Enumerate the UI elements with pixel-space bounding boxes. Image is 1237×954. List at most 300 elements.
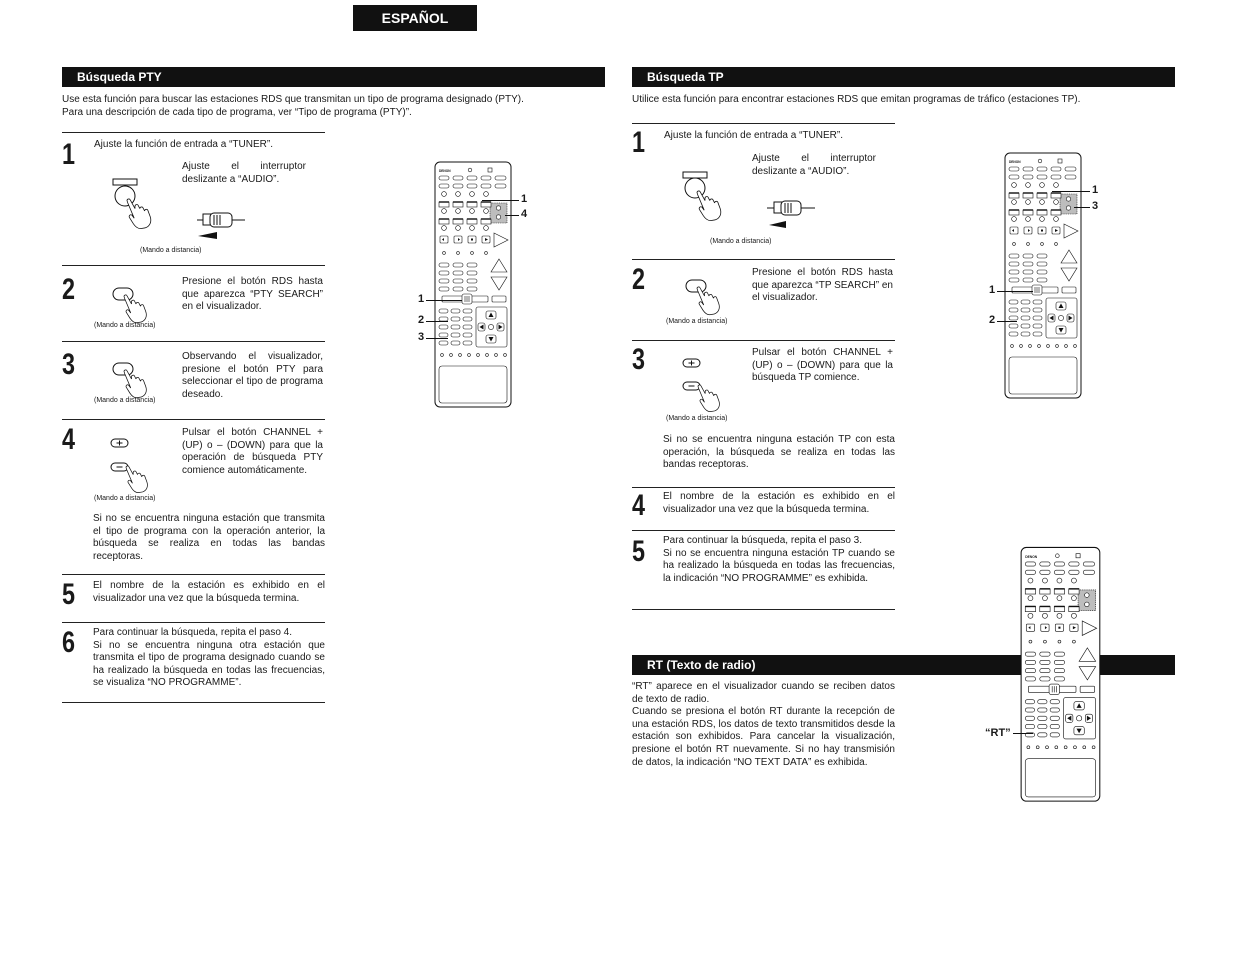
remote-button: [1056, 345, 1059, 348]
step-text: [93, 627, 325, 690]
remote-button: [481, 202, 491, 207]
remote-button: [1038, 716, 1047, 720]
remote-drawing: [435, 162, 511, 407]
remote-button: [1040, 669, 1050, 673]
remote-button: [1037, 278, 1047, 282]
remote-button: [453, 287, 463, 291]
step-divider: [62, 622, 325, 623]
remote-button: [1038, 700, 1047, 704]
remote-button: [470, 192, 475, 197]
step-divider: [62, 419, 325, 420]
remote-button: [439, 309, 448, 313]
remote-button: [453, 219, 463, 224]
remote-button: [1027, 746, 1030, 749]
remote-button: [1040, 570, 1050, 574]
remote-button: [1050, 716, 1059, 720]
remote-button: [1036, 746, 1039, 749]
remote-button: [481, 176, 491, 180]
remote-button: [463, 333, 472, 337]
remote-button: [439, 184, 449, 188]
step-divider: [62, 265, 325, 266]
remote-button: [453, 184, 463, 188]
step-note: Si no se encuentra ninguna estación que transmita el tipo de programa con la operación anterior, la búsqueda se realiza en todas las bandas receptoras.: [93, 513, 325, 562]
remote-button: [1037, 210, 1047, 215]
step-note: Si no se encuentra ninguna estación TP con esta operación, la búsqueda se realiza en todas las bandas receptoras.: [663, 434, 895, 471]
remote-button: [1069, 562, 1079, 566]
remote-bottom-panel: [1009, 357, 1077, 394]
remote-button: [1055, 243, 1058, 246]
remote-button: [1042, 578, 1047, 583]
callout-label: “RT”: [985, 727, 1011, 739]
remote-button: [1037, 270, 1047, 274]
remote-button: [1040, 217, 1045, 222]
remote-button: [1023, 254, 1033, 258]
hand-icon: [698, 385, 719, 412]
remote-button: [1050, 700, 1059, 704]
leader-line: [997, 321, 1017, 322]
remote-button: [1033, 324, 1042, 328]
remote-button: [1027, 243, 1030, 246]
remote-button: [1046, 746, 1049, 749]
remote-button: [1026, 183, 1031, 188]
remote-button: [1054, 652, 1064, 656]
remote-button: [495, 184, 506, 188]
remote-button: [1040, 677, 1050, 681]
step-number: 4: [632, 488, 646, 522]
section-header-pty: [62, 67, 605, 87]
step-divider: [632, 340, 895, 341]
stop-icon: [471, 239, 473, 241]
step-number: 5: [62, 577, 76, 611]
remote-cursor-center: [1076, 716, 1081, 721]
remote-button: [1009, 175, 1019, 179]
hand-icon: [697, 287, 719, 315]
channel-up-button-icon: [111, 439, 128, 447]
remote-button: [1023, 167, 1033, 171]
remote-button: [486, 354, 489, 357]
remote-button: [1062, 287, 1076, 293]
remote-button: [1054, 606, 1064, 611]
remote-button: [467, 279, 477, 283]
remote-button: [1021, 324, 1030, 328]
channel-up-button-icon: [683, 359, 700, 367]
step-text: El nombre de la estación es exhibido en el visualizador una vez que la búsqueda termina.: [93, 580, 325, 604]
remote-button: [1025, 606, 1035, 611]
remote-button: [1009, 332, 1018, 336]
leader-line: [426, 338, 448, 339]
remote-button: [1037, 262, 1047, 266]
leader-line: [1052, 191, 1090, 192]
remote-button: [467, 287, 477, 291]
rds-button-illustration: [682, 276, 732, 316]
remote-button: [451, 333, 460, 337]
remote-button: [1057, 596, 1062, 601]
leader-line: [482, 200, 519, 201]
remote-button: [1050, 733, 1059, 737]
function-button-icon: [113, 179, 137, 185]
step-divider: [62, 702, 325, 703]
remote-button: [1033, 308, 1042, 312]
remote-button: [1066, 197, 1070, 201]
section-header-tp: [632, 67, 1175, 87]
remote-button: [1040, 200, 1045, 205]
remote-button: [1023, 262, 1033, 266]
step-text: El nombre de la estación es exhibido en el visualizador una vez que la búsqueda termina.: [663, 491, 895, 515]
remote-button: [1092, 746, 1095, 749]
remote-button: [1025, 669, 1035, 673]
remote-button: [1057, 578, 1062, 583]
remote-button: [1009, 324, 1018, 328]
remote-button: [1064, 746, 1067, 749]
step-number: 1: [632, 125, 646, 159]
rt-paragraph: Cuando se presiona el botón RT durante la recepción de una estación RDS, los datos de texto transmitidos desde la estación son exhibidos. Para cancelar la visualización, presione el botón RT nuevamente. Si no hay transmisión de datos, la indicación “NO TEXT DATA” es exhibida.: [632, 706, 895, 768]
remote-button: [1040, 606, 1050, 611]
remote-led: [468, 168, 472, 172]
remote-button: [451, 325, 460, 329]
step-text: Presione el botón RDS hasta que aparezca “TP SEARCH” en el visualizador.: [752, 267, 893, 304]
remote-button: [470, 209, 475, 214]
step-text-line: Si no se encuentra ninguna otra estación que transmita el tipo de programa designado cuando se ha realizado la búsqueda en todas las frecuencias, se visualiza “NO PROGRAMME”.: [93, 639, 325, 689]
language-tab: ESPAÑOL: [353, 5, 477, 31]
remote-bottom-panel: [439, 366, 507, 403]
remote-button: [1040, 562, 1050, 566]
remote-button: [442, 226, 447, 231]
remote-button: [1029, 345, 1032, 348]
arrow-left-icon: [198, 232, 217, 239]
remote-brand-text: DENON: [439, 169, 451, 173]
remote-button: [1009, 270, 1019, 274]
remote-button: [1025, 652, 1035, 656]
hand-icon: [124, 370, 146, 398]
remote-button: [442, 209, 447, 214]
step-text: Observando el visualizador, presione el botón PTY para seleccionar el tipo de programa deseado.: [182, 351, 323, 400]
remote-button: [1028, 596, 1033, 601]
leader-line: [505, 215, 519, 216]
input-button-illustration: [110, 176, 250, 244]
remote-button: [1012, 183, 1017, 188]
remote-button: [1028, 613, 1033, 618]
remote-button: [481, 184, 491, 188]
hand-icon: [127, 199, 151, 229]
remote-button: [1050, 724, 1059, 728]
step-divider: [632, 487, 895, 488]
remote-button: [1025, 677, 1035, 681]
remote-button: [1023, 210, 1033, 215]
remote-button: [1065, 167, 1076, 171]
slide-switch-icon: [197, 213, 245, 227]
remote-button: [463, 341, 472, 345]
remote-button: [1025, 589, 1035, 594]
step-number: 5: [632, 534, 646, 568]
remote-button: [439, 325, 448, 329]
step-number: 2: [62, 272, 76, 306]
remote-button: [1054, 677, 1064, 681]
remote-button: [1033, 332, 1042, 336]
remote-button: [453, 263, 463, 267]
step-number: 1: [62, 137, 76, 171]
remote-button: [496, 206, 500, 210]
remote-button: [1065, 175, 1076, 179]
remote-button: [1033, 300, 1042, 304]
illustration-caption: (Mando a distancia): [666, 415, 728, 422]
remote-button: [442, 192, 447, 197]
remote-button: [1054, 570, 1064, 574]
remote-button: [467, 263, 477, 267]
rds-button-icon: [113, 288, 133, 300]
remote-button: [468, 354, 471, 357]
remote-button: [457, 252, 460, 255]
remote-button: [1066, 206, 1070, 210]
remote-button: [1042, 596, 1047, 601]
intro-line: Use esta función para buscar las estaciones RDS que transmitan un tipo de programa designado (PTY).: [62, 94, 524, 105]
remote-button: [1009, 316, 1018, 320]
rds-button-icon: [686, 280, 706, 292]
remote-button: [439, 271, 449, 275]
step-divider: [632, 259, 895, 260]
remote-button: [1023, 278, 1033, 282]
leader-line: [997, 291, 1033, 292]
remote-button: [439, 287, 449, 291]
remote-button: [1069, 606, 1079, 611]
remote-button: [1054, 669, 1064, 673]
remote-button: [1021, 332, 1030, 336]
remote-button: [484, 192, 489, 197]
remote-button: [439, 219, 449, 224]
pty-button-illustration: [110, 360, 160, 400]
illustration-caption: (Mando a distancia): [666, 318, 728, 325]
remote-button: [1040, 589, 1050, 594]
remote-button: [1071, 578, 1076, 583]
callout-label: 1: [521, 193, 528, 205]
remote-button: [1023, 193, 1033, 198]
callout-label: 2: [418, 314, 425, 326]
remote-button: [1038, 708, 1047, 712]
remote-button: [451, 309, 460, 313]
remote-control-illustration: [434, 161, 514, 409]
callout-label: 1: [418, 293, 425, 305]
remote-button: [1054, 660, 1064, 664]
step-divider: [62, 341, 325, 342]
remote-button: [1026, 217, 1031, 222]
remote-button: [439, 279, 449, 283]
step-divider: [62, 574, 325, 575]
step-text: Ajuste la función de entrada a “TUNER”.: [94, 139, 273, 150]
remote-button: [1074, 345, 1077, 348]
remote-button: [453, 279, 463, 283]
remote-button: [1054, 183, 1059, 188]
remote-button: [1009, 254, 1019, 258]
remote-button: [467, 219, 477, 224]
remote-button: [1025, 660, 1035, 664]
remote-button: [1042, 613, 1047, 618]
remote-button: [477, 354, 480, 357]
remote-control-detail-illustration: [1020, 554, 1103, 769]
section-title: Búsqueda PTY: [77, 70, 162, 84]
remote-button: [1013, 243, 1016, 246]
illustration-caption: (Mando a distancia): [94, 397, 156, 404]
remote-button: [1083, 570, 1094, 574]
callout-label: 4: [521, 208, 528, 220]
remote-button: [1040, 652, 1050, 656]
remote-button: [467, 176, 477, 180]
channel-down-button-icon: [683, 382, 700, 390]
remote-button: [1085, 593, 1090, 598]
step-number: 3: [632, 342, 646, 376]
channel-down-button-icon: [111, 463, 128, 471]
remote-button: [495, 176, 506, 180]
remote-button: [1029, 640, 1032, 643]
remote-drawing: [1005, 153, 1081, 398]
input-button-illustration: [680, 168, 820, 234]
remote-button: [1041, 243, 1044, 246]
remote-button: [1054, 200, 1059, 205]
step-text: Ajuste la función de entrada a “TUNER”.: [664, 130, 843, 141]
remote-button: [1025, 716, 1034, 720]
remote-button: [1021, 300, 1030, 304]
remote-button: [1025, 708, 1034, 712]
remote-button: [1051, 193, 1061, 198]
remote-button: [1054, 562, 1064, 566]
step-number: 2: [632, 262, 646, 296]
channel-buttons-illustration: [678, 355, 733, 411]
remote-button: [451, 317, 460, 321]
callout-label: 3: [1092, 200, 1099, 212]
remote-button: [1009, 167, 1019, 171]
stop-icon: [1041, 230, 1043, 232]
remote-button: [1085, 602, 1090, 607]
remote-button: [1037, 175, 1047, 179]
remote-button: [1025, 700, 1034, 704]
stop-icon: [1058, 627, 1060, 629]
remote-button: [1054, 217, 1059, 222]
remote-button: [1080, 686, 1094, 692]
remote-button: [1083, 746, 1086, 749]
remote-button: [495, 354, 498, 357]
callout-label: 1: [1092, 184, 1099, 196]
remote-cursor-center: [1058, 315, 1063, 320]
remote-led: [1055, 554, 1059, 558]
remote-bottom-panel: [1025, 759, 1095, 797]
hand-icon: [126, 466, 147, 493]
remote-button: [1023, 175, 1033, 179]
leader-line: [426, 300, 462, 301]
callout-label: 1: [989, 284, 996, 296]
step-detail: Ajuste el interruptor deslizante a “AUDIO”.: [182, 161, 306, 185]
step-divider: [62, 132, 325, 133]
remote-button: [1071, 596, 1076, 601]
remote-button: [1047, 345, 1050, 348]
remote-button: [1051, 210, 1061, 215]
remote-button: [459, 354, 462, 357]
step-number: 4: [62, 422, 76, 456]
remote-button: [456, 226, 461, 231]
remote-button: [1057, 613, 1062, 618]
rds-button-illustration: [110, 285, 160, 325]
illustration-caption: (Mando a distancia): [94, 495, 156, 502]
remote-button: [467, 271, 477, 275]
remote-button: [1025, 562, 1035, 566]
remote-button: [463, 325, 472, 329]
step-divider: [632, 123, 895, 124]
remote-button: [1038, 733, 1047, 737]
illustration-caption: (Mando a distancia): [94, 322, 156, 329]
step-text-line: Para continuar la búsqueda, repita el paso 3.: [663, 535, 863, 546]
remote-button: [1026, 200, 1031, 205]
remote-button: [467, 184, 477, 188]
remote-button: [1021, 308, 1030, 312]
remote-button: [1009, 308, 1018, 312]
remote-button: [1069, 589, 1079, 594]
remote-button: [1020, 345, 1023, 348]
remote-button: [1037, 193, 1047, 198]
remote-button: [453, 176, 463, 180]
illustration-caption: (Mando a distancia): [140, 247, 202, 254]
remote-button: [1038, 345, 1041, 348]
remote-button: [463, 309, 472, 313]
remote-led: [1038, 159, 1042, 163]
remote-cursor-center: [488, 324, 493, 329]
remote-button: [1083, 562, 1094, 566]
leader-line: [1013, 733, 1033, 734]
remote-button: [1072, 640, 1075, 643]
remote-button: [439, 341, 448, 345]
remote-button: [451, 341, 460, 345]
remote-button: [1037, 167, 1047, 171]
remote-button: [441, 354, 444, 357]
section-intro: Utilice esta función para encontrar estaciones RDS que emitan programas de tráfico (estaciones TP).: [632, 94, 1081, 105]
remote-button: [1012, 200, 1017, 205]
remote-button: [1051, 175, 1061, 179]
remote-button: [1009, 193, 1019, 198]
step-number: 3: [62, 347, 76, 381]
callout-label: 3: [418, 331, 425, 343]
step-text: Pulsar el botón CHANNEL + (UP) o – (DOWN) para que la operación de búsqueda PTY comience automáticamente.: [182, 427, 323, 476]
remote-button: [439, 176, 449, 180]
remote-button: [1012, 217, 1017, 222]
remote-button: [1051, 167, 1061, 171]
section-title: RT (Texto de radio): [647, 658, 756, 672]
remote-button: [439, 263, 449, 267]
channel-buttons-illustration: [105, 436, 160, 492]
remote-drawing: [1021, 547, 1100, 801]
remote-button: [453, 271, 463, 275]
remote-button: [463, 317, 472, 321]
remote-button: [492, 296, 506, 302]
remote-power-button: [1058, 159, 1062, 163]
remote-button: [1009, 210, 1019, 215]
pty-button-icon: [113, 363, 133, 375]
step-detail: Ajuste el interruptor deslizante a “AUDIO”.: [752, 153, 876, 177]
remote-power-button: [1076, 554, 1080, 558]
remote-button: [1025, 570, 1035, 574]
remote-button: [1011, 345, 1014, 348]
hand-icon: [697, 191, 721, 221]
remote-button: [1054, 589, 1064, 594]
arrow-left-icon: [769, 221, 786, 228]
step-text-line: Para continuar la búsqueda, repita el paso 4.: [93, 627, 293, 638]
remote-button: [1028, 578, 1033, 583]
remote-button: [453, 202, 463, 207]
remote-button: [471, 252, 474, 255]
illustration-caption: (Mando a distancia): [710, 238, 772, 245]
remote-button: [439, 202, 449, 207]
remote-button: [443, 252, 446, 255]
remote-button: [485, 252, 488, 255]
remote-button: [1074, 746, 1077, 749]
remote-button: [496, 215, 500, 219]
remote-button: [1021, 316, 1030, 320]
remote-button: [481, 219, 491, 224]
